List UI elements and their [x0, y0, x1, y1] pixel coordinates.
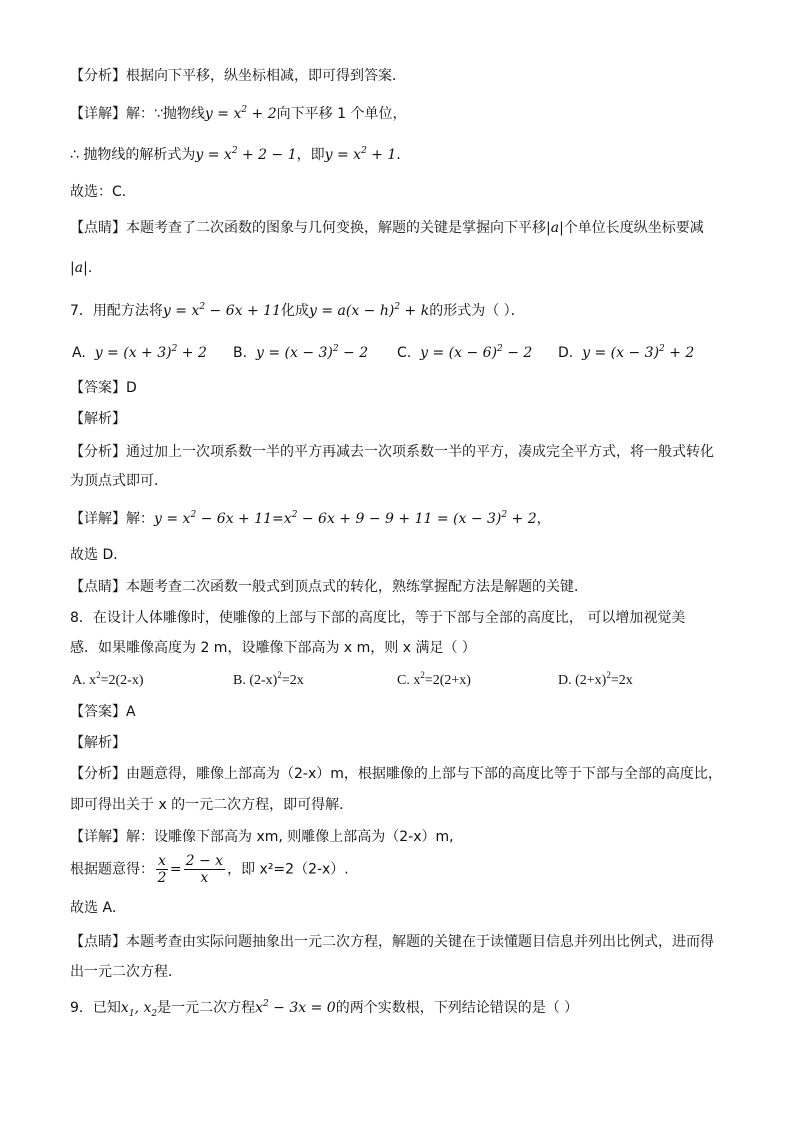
- question-7-stem: [70, 301, 525, 321]
- analysis-line: 【分析】通过加上一次项系数一半的平方再减去一次项系数一半的平方，凑成完全平方式，将一般式转化: [70, 444, 714, 460]
- equals-sign: =: [169, 861, 182, 878]
- fraction-equation-line: [70, 853, 349, 886]
- answer-line: 【答案】D: [70, 380, 137, 396]
- roots-vars: $x_1$, $x_2$: [120, 1000, 158, 1019]
- option-c: C. $x^2=2(2+x)$: [397, 670, 471, 688]
- stem-text: 是一元二次方程: [157, 1000, 256, 1016]
- analysis-line-2: 为顶点式即可．: [70, 473, 168, 489]
- eq-prefix: 根据题意得：: [70, 861, 154, 878]
- comment-line-2: |a|．: [70, 260, 102, 276]
- stem-text: 的两个实数根，下列结论错误的是（ ）: [335, 1000, 579, 1016]
- analysis-line-2: 即可得出关于 x 的一元二次方程，即可得解．: [70, 797, 354, 813]
- eq-suffix: ，即 x²=2（2-x）.: [227, 861, 349, 878]
- stem-text: 7．用配方法将: [70, 303, 163, 319]
- detail-label: 【详解】解：: [70, 511, 154, 527]
- comment-line: [70, 218, 704, 238]
- explanation-header: 【解析】: [70, 411, 126, 427]
- choice-line: 故选 A．: [70, 900, 127, 916]
- detail-line: 【详解】解：设雕像下部高为 xm, 则雕像上部高为（2-x）m,: [70, 829, 454, 845]
- result-end: ．: [396, 147, 411, 163]
- fraction-x-over-2: $\frac{x}{2}$: [157, 853, 167, 886]
- detail-label: 【详解】解：: [70, 106, 154, 122]
- result-text: 抛物线的解析式为: [78, 147, 196, 163]
- option-d: D. $y = (x - 3)^2 + 2$: [558, 344, 695, 361]
- question-8-stem: 8．在设计人体雕像时，使雕像的上部与下部的高度比，等于下部与全部的高度比， 可以增加视觉美: [70, 610, 686, 626]
- comment-line: 【点睛】本题考查由实际问题抽象出一元二次方程，解题的关键在于读懂题目信息并列出比例式，进而得: [70, 934, 714, 950]
- explanation-header: 【解析】: [70, 735, 126, 751]
- question-8-stem-2: 感．如果雕像高度为 2 m，设雕像下部高为 x m，则 x 满足（ ）: [70, 640, 476, 656]
- detail-line: [70, 104, 406, 124]
- choice-line: 故选 D．: [70, 547, 128, 563]
- equation: $y = x^2 - 6x + 11$: [162, 302, 281, 319]
- option-b: B. $y = (x - 3)^2 - 2$: [233, 344, 369, 361]
- option-c: C. $y = (x - 6)^2 - 2$: [397, 344, 533, 361]
- detail-line: [70, 509, 551, 529]
- option-a: A. $x^2=2(2-x)$: [72, 670, 144, 688]
- equation: $y = x^2 + 1$: [324, 146, 397, 163]
- equation: $y = a(x - h)^2 + k$: [308, 302, 430, 319]
- equation: $y = x^2 + 2 - 1$: [195, 146, 297, 163]
- comment-text: 个单位长度纵坐标要减: [563, 220, 704, 236]
- fraction-2minusx-over-x: $\frac{2 - x}{x}$: [185, 853, 224, 886]
- analysis-line: 【分析】由题意得，雕像上部高为（2-x）m，根据雕像的上部与下部的高度比等于下部与全部的高度比，: [70, 766, 722, 782]
- analysis-line: 【分析】根据向下平移，纵坐标相减，即可得到答案．: [70, 68, 406, 84]
- detail-end: ，: [536, 511, 551, 527]
- comment-line-2: 出一元二次方程．: [70, 964, 182, 980]
- comment-line: 【点睛】本题考查二次函数一般式到顶点式的转化，熟练掌握配方法是解题的关键．: [70, 579, 588, 595]
- answer-line: 【答案】A: [70, 704, 136, 720]
- equation: $x^2 - 3x = 0$: [255, 999, 336, 1016]
- stem-text: 化成: [280, 303, 309, 319]
- detail-text: 抛物线: [162, 106, 205, 122]
- question-9-stem: [70, 998, 578, 1024]
- equation: $y = x^2 + 2$: [204, 105, 277, 122]
- option-d: D. $(2+x)^2=2x$: [558, 670, 633, 688]
- result-line: [70, 145, 410, 165]
- option-a: A. $y = (x + 3)^2 + 2$: [72, 344, 207, 361]
- because-symbol: ∵: [154, 106, 163, 122]
- therefore-symbol: ∴: [70, 147, 79, 163]
- option-b: B. $(2-x)^2=2x$: [233, 670, 304, 688]
- detail-text: 向下平移 1 个单位，: [276, 106, 407, 122]
- stem-text: 9．已知: [70, 1000, 121, 1016]
- equation: $y = x^2 - 6x + 11=x^2 - 6x + 9 - 9 + 11 = (x - 3)^2 + 2$: [154, 510, 537, 527]
- choice-line: 故选：C．: [70, 184, 136, 200]
- comment-text: 【点睛】本题考查了二次函数的图象与几何变换，解题的关键是掌握向下平移: [70, 220, 546, 236]
- stem-text: 的形式为（ ）．: [429, 303, 525, 319]
- abs-a: |a|: [546, 220, 564, 236]
- result-text: ，即: [296, 147, 325, 163]
